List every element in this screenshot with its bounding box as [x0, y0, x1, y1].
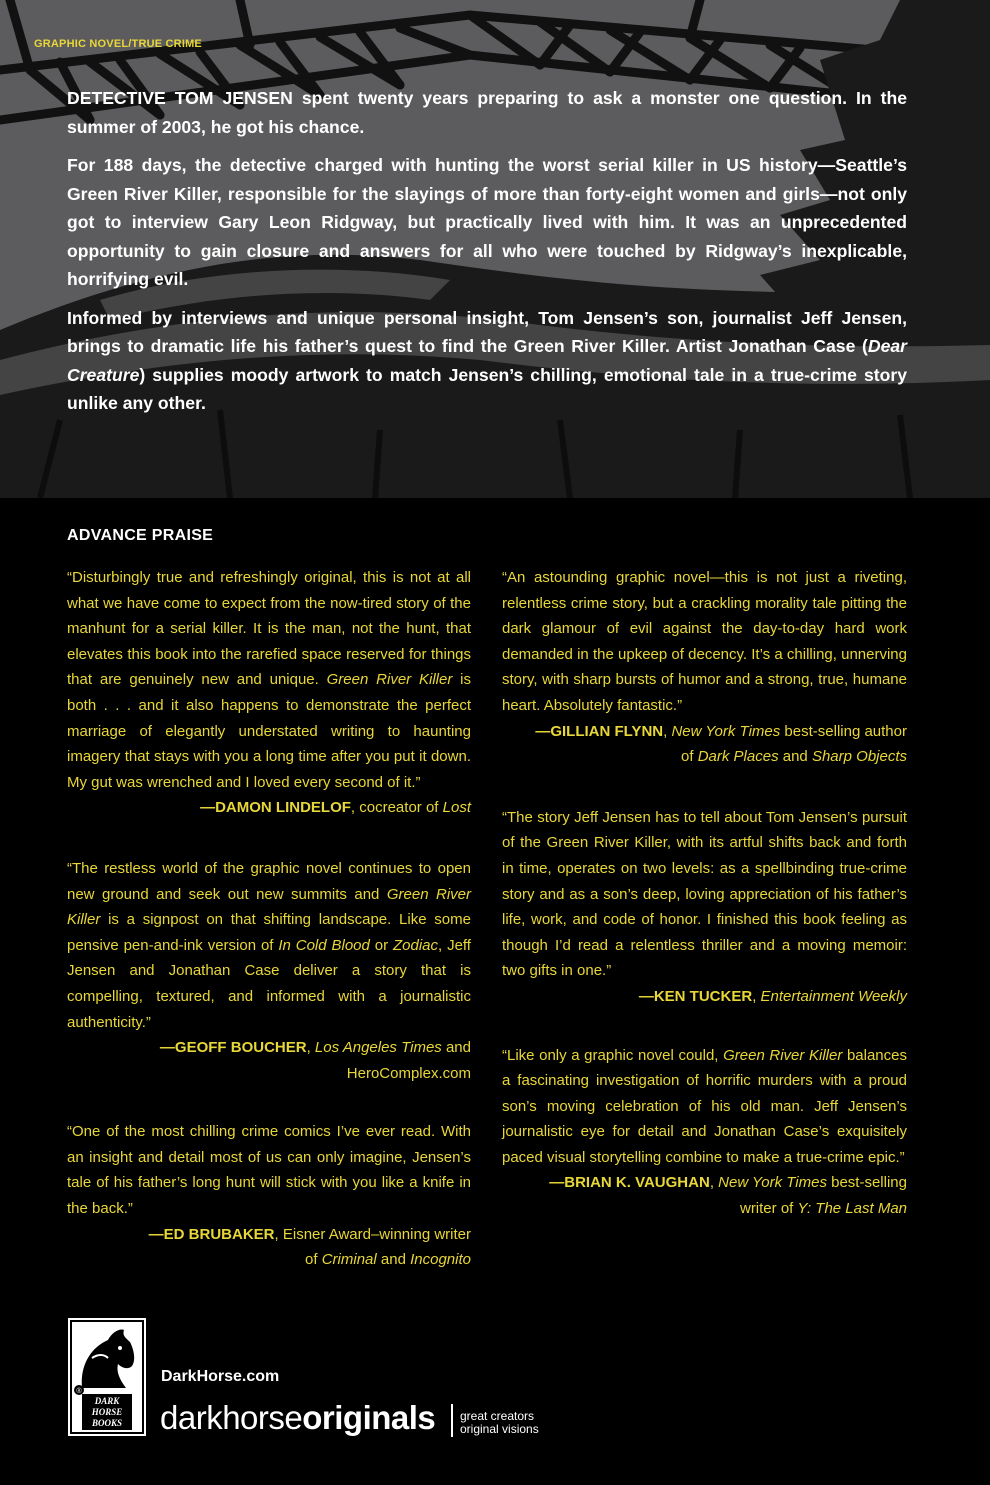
imprint-light: darkhorse: [160, 1399, 303, 1436]
book-description: [67, 84, 907, 428]
attribution-work: Incognito: [410, 1251, 471, 1269]
attribution-role: of: [681, 748, 698, 766]
quote-lindelof: [67, 565, 471, 795]
attribution-role: ,: [752, 987, 761, 1005]
attribution-role: writer of: [739, 1200, 798, 1218]
attribution-role: and HeroComplex.com: [346, 1039, 471, 1082]
attribution-tucker: [502, 984, 907, 1010]
attribution-role: best-selling author: [780, 722, 907, 740]
quote-italic-title: In Cold Blood: [278, 936, 370, 954]
quote-flynn: “An astounding graphic novel—this is not just a riveting, relentless crime story, but a crackling morality tale pitting the dark glamour of evil against the day-to-day hard work demanded in the upkeep of decency. It’s a chilling, unnerving story, with sharp bursts of humor and a strong, true, humane heart. Absolutely fantastic.”: [502, 569, 907, 714]
attribution-work: Criminal: [321, 1251, 377, 1269]
advance-praise-heading: ADVANCE PRAISE: [67, 527, 214, 544]
attribution-brubaker: [67, 1222, 471, 1273]
quote-text: or: [369, 936, 393, 954]
attribution-publication: New York Times: [718, 1174, 827, 1192]
quote-boucher: [67, 856, 471, 1035]
publisher-website[interactable]: DarkHorse.com: [161, 1368, 280, 1385]
detective-name-lead: DETECTIVE TOM JENSEN: [67, 88, 293, 108]
quote-text: is both . . . and it also happens to demonstrate the perfect marriage of elegantly understated writing to haunting imagery that stays with you a long time after you put it down. My gut was wrenched and I loved every second of it.”: [67, 671, 471, 791]
attribution-name: —KEN TUCKER: [638, 987, 753, 1005]
attribution-role: , Eisner Award–winning writer: [274, 1225, 471, 1243]
description-paragraph-2: For 188 days, the detective charged with hunting the worst serial killer in US history—Seattle’s Green River Killer, responsible for the slayings of more than forty-eight women and girls—not only got to interview Gary Leon Ridgway, but practically lived with him. It was an unprecedented opportunity to gain closure and answers for all who were touched by Ridgway’s inexplicable, horrifying evil.: [67, 155, 907, 289]
tagline-line-1: great creators: [460, 1409, 535, 1423]
attribution-name: —DAMON LINDELOF: [200, 799, 351, 817]
attribution-publication: Entertainment Weekly: [760, 987, 907, 1005]
dear-creature-title: Dear Creature: [67, 336, 907, 385]
quote-text: “Like only a graphic novel could,: [502, 1046, 724, 1064]
attribution-publication: Los Angeles Times: [314, 1039, 442, 1057]
attribution-work: Y: The Last Man: [797, 1200, 907, 1218]
quote-italic-title: Zodiac: [392, 936, 439, 954]
description-paragraph-3: [67, 304, 907, 418]
description-paragraph-1-text: spent twenty years preparing to ask a monster one question. In the summer of 2003, he got his chance.: [67, 88, 907, 137]
quote-vaughan: [502, 1043, 907, 1171]
attribution-boucher: [67, 1035, 471, 1086]
quote-text: “The restless world of the graphic novel continues to open new ground and seek out new summits and: [67, 859, 471, 903]
quote-brubaker: “One of the most chilling crime comics I’ve ever read. With an insight and detail most of us can only imagine, Jensen’s tale of his father’s long hunt will stick with you like a knife in the back.”: [67, 1123, 471, 1218]
cover-art-panel: [0, 0, 990, 498]
quote-italic-title: Green River Killer: [326, 671, 453, 689]
attribution-work: Lost: [442, 799, 471, 817]
registered-mark: ®: [76, 1388, 82, 1395]
description-paragraph-3-text-a: Informed by interviews and unique personal insight, Tom Jensen’s son, journalist Jeff Jensen, brings to dramatic life his father’s quest to find the Green River Killer. Artist Jonathan Case (: [67, 307, 907, 356]
imprint-bold: originals: [302, 1399, 436, 1436]
description-paragraph-1: [67, 84, 907, 141]
attribution-role: ,: [306, 1039, 315, 1057]
imprint-tagline: [460, 1410, 539, 1436]
logo-text-horse: HORSE: [91, 1407, 123, 1417]
quote-text: is a signpost on that shifting landscape. Like some pensive pen-and-ink version of: [67, 911, 471, 954]
attribution-role: of: [305, 1251, 322, 1269]
attribution-flynn: [502, 719, 907, 770]
dark-horse-books-logo: [68, 1318, 146, 1436]
logo-text-dark: DARK: [94, 1396, 120, 1406]
genre-label: GRAPHIC NOVEL/TRUE CRIME: [34, 38, 202, 50]
tagline-line-2: original visions: [460, 1422, 539, 1436]
attribution-publication: New York Times: [671, 722, 781, 740]
attribution-vaughan: [502, 1170, 907, 1221]
attribution-role: , cocreator of: [350, 799, 443, 817]
attribution-role: ,: [663, 722, 672, 740]
quote-text: balances a fascinating investigation of horrific murders with a proud son’s moving celebration of his old man. Jeff Jensen’s journalistic eye for detail and Jonathan Case’s exquisitely paced visual storytelling combine to make a true-crime epic.”: [502, 1046, 907, 1166]
quote-tucker: “The story Jeff Jensen has to tell about Tom Jensen’s pursuit of the Green River Killer, with its artful shifts back and forth in time, operates on two levels: as a spellbinding true-crime story and as a son’s deep, loving appreciation of his father’s life, work, and code of honor. I finished this book feeling as though I’d read a relentless thriller and a moving memoir: two gifts in one.”: [502, 808, 907, 980]
attribution-name: —GEOFF BOUCHER: [159, 1039, 307, 1057]
attribution-lindelof: [67, 795, 471, 821]
logo-text-books: BOOKS: [91, 1418, 123, 1428]
attribution-role: and: [778, 748, 812, 766]
attribution-work: Dark Places: [697, 748, 779, 766]
imprint-divider: [451, 1404, 453, 1437]
attribution-name: —GILLIAN FLYNN: [535, 722, 664, 740]
attribution-role: and: [376, 1251, 411, 1269]
quote-italic-title: Green River Killer: [67, 885, 471, 929]
darkhorse-originals-imprint: [160, 1398, 435, 1438]
quote-text: , Jeff Jensen and Jonathan Case deliver a story that is compelling, textured, and informed with a journalistic authenticity.”: [67, 936, 471, 1031]
praise-column-right: [502, 565, 907, 1222]
quote-italic-title: Green River Killer: [723, 1046, 843, 1064]
quote-text: “Disturbingly true and refreshingly original, this is not at all what we have come to expect from the now-tired story of the manhunt for a serial killer. It is the man, not the hunt, that elevates this book into the rarefied space reserved for things that are genuinely new and unique.: [67, 569, 471, 689]
attribution-role: best-selling: [826, 1174, 907, 1192]
praise-column-left: [67, 565, 471, 1273]
horse-head-icon: [68, 1318, 146, 1436]
attribution-name: —BRIAN K. VAUGHAN: [549, 1174, 710, 1192]
attribution-role: ,: [709, 1174, 719, 1192]
attribution-work: Sharp Objects: [811, 748, 907, 766]
description-paragraph-3-text-b: ) supplies moody artwork to match Jensen’s chilling, emotional tale in a true-crime story unlike any other.: [67, 364, 907, 413]
attribution-name: —ED BRUBAKER: [148, 1225, 275, 1243]
